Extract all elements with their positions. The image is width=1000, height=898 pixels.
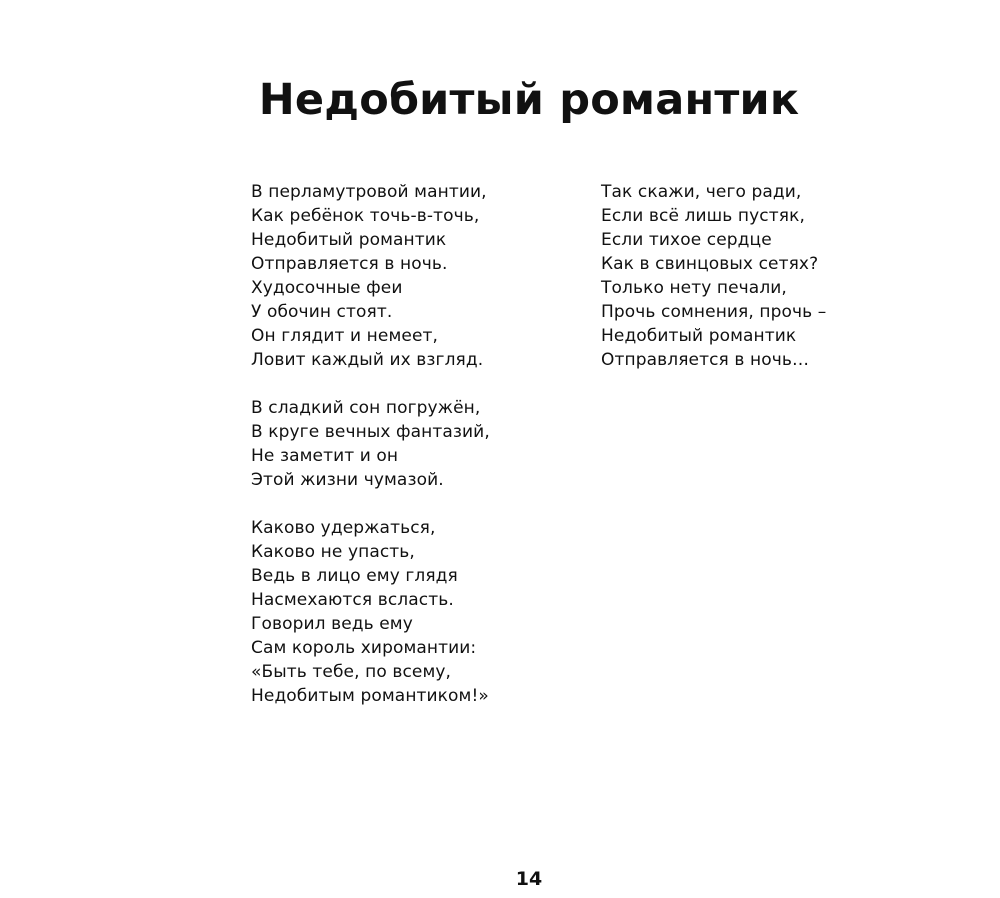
poem-line: Недобитым романтиком!» bbox=[251, 686, 489, 706]
poem-line: Если всё лишь пустяк, bbox=[601, 206, 805, 226]
poem-line: В перламутровой мантии, bbox=[251, 182, 487, 202]
poem-line: Как в свинцовых сетях? bbox=[601, 254, 819, 274]
poem-line: Сам король хиромантии: bbox=[251, 638, 477, 658]
poem-line: Худосочные феи bbox=[251, 278, 403, 298]
poem-line: Не заметит и он bbox=[251, 446, 399, 466]
stanza-2 bbox=[251, 396, 490, 492]
poem-line: Ловит каждый их взгляд. bbox=[251, 350, 484, 370]
poem-line: Отправляется в ночь. bbox=[251, 254, 448, 274]
poem-line: Недобитый романтик bbox=[601, 326, 797, 346]
poem-line: Каково удержаться, bbox=[251, 518, 436, 538]
poem-line: Прочь сомнения, прочь – bbox=[601, 302, 827, 322]
poem-line: Ведь в лицо ему глядя bbox=[251, 566, 458, 586]
poem-line: Как ребёнок точь-в-точь, bbox=[251, 206, 480, 226]
poem-line: Только нету печали, bbox=[601, 278, 787, 298]
stanza-4 bbox=[601, 180, 826, 372]
poem-line: Недобитый романтик bbox=[251, 230, 447, 250]
poem-line: Он глядит и немеет, bbox=[251, 326, 439, 346]
stanza-3 bbox=[251, 516, 490, 708]
poem-line: Отправляется в ночь… bbox=[601, 350, 810, 370]
poem-line: Каково не упасть, bbox=[251, 542, 415, 562]
poem-title: Недобитый романтик bbox=[258, 75, 800, 125]
poem-line: В круге вечных фантазий, bbox=[251, 422, 490, 442]
poem-line: Этой жизни чумазой. bbox=[251, 470, 444, 490]
poem-line: Так скажи, чего ради, bbox=[601, 182, 802, 202]
poem-line: «Быть тебе, по всему, bbox=[251, 662, 452, 682]
poem-line: У обочин стоят. bbox=[251, 302, 393, 322]
poem-line: Если тихое сердце bbox=[601, 230, 772, 250]
poem-column-right bbox=[601, 180, 826, 396]
stanza-1 bbox=[251, 180, 490, 372]
poem-line: Говорил ведь ему bbox=[251, 614, 413, 634]
poem-column-left bbox=[251, 180, 490, 732]
poem-line: В сладкий сон погружён, bbox=[251, 398, 481, 418]
page-number: 14 bbox=[515, 868, 543, 890]
poem-line: Насмехаются всласть. bbox=[251, 590, 454, 610]
